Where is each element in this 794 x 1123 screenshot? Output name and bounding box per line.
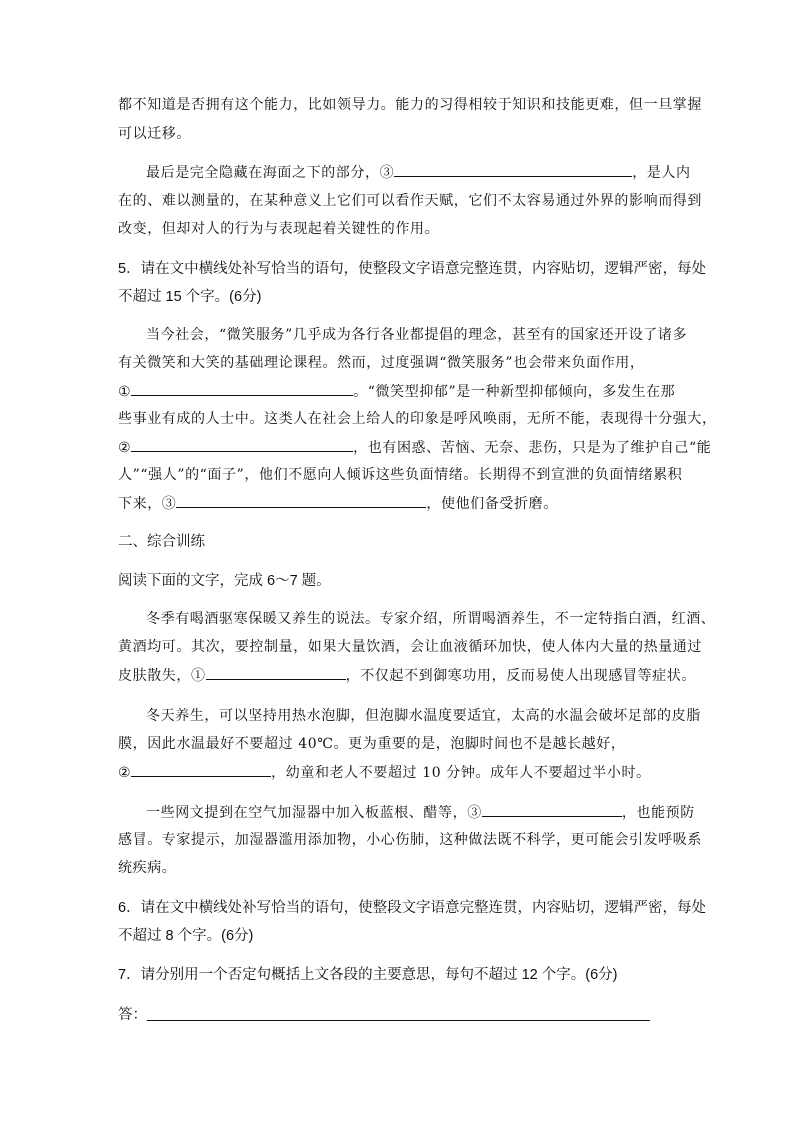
passage3-p2-line-3 [118,762,651,783]
question-6-line-2: 不超过 8 个字。(6分) [118,928,254,944]
answer-line[interactable] [147,1020,650,1021]
passage1-line-3-tail: ，是人内 [632,165,691,181]
passage3-p1-line-3-tail: ，不仅起不到御寒功用，反而易使人出现感冒等症状。 [345,668,697,684]
passage3-p1-line-1: 冬季有喝酒驱寒保暖又养生的说法。专家介绍，所谓喝酒养生，不一定特指白酒，红酒、 [146,611,716,627]
passage3-p3-line-3: 统疾病。 [118,860,177,876]
passage2-line-5-marker: ② [118,440,132,456]
passage2-line-7-text: 下来，③ [118,496,177,512]
passage1-line-3-text: 最后是完全隐藏在海面之下的部分，③ [146,165,395,181]
passage2-line-6: 人”“强人”的“面子”，他们不愿向人倾诉这些负面情绪。长期得不到宣泄的负面情绪累积 [118,467,683,483]
fill-blank-1[interactable] [131,381,353,396]
passage3-p2-line-1: 冬天养生，可以坚持用热水泡脚，但泡脚水温度要适宜，太高的水温会破坏足部的皮脂 [146,708,701,724]
passage1-line-5: 改变，但却对人的行为与表现起着关键性的作用。 [118,221,440,237]
passage3-p1-line-2: 黄酒均可。其次，要控制量，如果大量饮酒，会让血液循环加快，使人体内大量的热量通过 [118,639,702,655]
passage3-p1-line-3 [118,665,696,686]
fill-blank-3b[interactable] [176,493,426,508]
fill-blank-p3-1[interactable] [206,665,346,680]
passage2-line-4: 些事业有成的人士中。这类人在社会上给人的印象是呼风唤雨，无所不能，表现得十分强大， [118,411,717,427]
passage1-line-3 [146,162,691,183]
passage2-line-5 [118,437,711,458]
fill-blank-p3-3[interactable] [482,802,622,817]
question-5-line-2: 不超过 15 个字。(6分) [118,289,262,305]
passage3-p1-line-3-text: 皮肤散失，① [118,668,206,684]
passage1-line-1: 都不知道是否拥有这个能力，比如领导力。能力的习得相较于知识和技能更难，但一旦掌握 [118,97,702,113]
section-intro: 阅读下面的文字，完成 6～7 题。 [118,573,331,589]
fill-blank-2[interactable] [131,437,353,452]
question-6-line-1: 6．请在文中横线处补写恰当的语句，使整段文字语意完整连贯，内容贴切，逻辑严密，每处 [118,900,707,916]
passage2-line-7 [118,493,558,514]
passage2-line-3 [118,381,675,402]
passage1-line-2: 可以迁移。 [118,126,191,142]
passage3-p3-line-1-tail: ，也能预防 [621,805,695,821]
passage3-p2-line-3-tail: ，幼童和老人不要超过 10 分钟。成年人不要超过半小时。 [271,765,651,781]
passage2-line-1: 当今社会，“微笑服务”几乎成为各行各业都提倡的理念，甚至有的国家还开设了诸多 [146,327,688,343]
passage3-p3-line-1-text: 一些网文提到在空气加湿器中加入板蓝根、醋等，③ [146,805,482,821]
passage1-line-4: 在的、难以测量的，在某种意义上它们可以看作天赋，它们不太容易通过外界的影响而得到 [118,193,702,209]
fill-blank-3[interactable] [394,162,632,177]
passage3-p2-line-2: 膜，因此水温最好不要超过 40℃。更为重要的是，泡脚时间也不是越长越好， [118,736,626,752]
section-heading: 二、综合训练 [118,534,205,550]
passage3-p3-line-2: 感冒。专家提示，加湿器滥用添加物，小心伤肺，这种做法既不科学，更可能会引发呼吸系 [118,832,702,848]
fill-blank-p3-2[interactable] [131,762,271,777]
passage3-p3-line-1 [146,802,695,823]
question-5-line-1: 5．请在文中横线处补写恰当的语句，使整段文字语意完整连贯，内容贴切，逻辑严密，每处 [118,261,707,277]
passage2-line-3-tail: 。“微笑型抑郁”是一种新型抑郁倾向，多发生在那 [353,384,676,400]
question-7-line-1: 7．请分别用一个否定句概括上文各段的主要意思，每句不超过 12 个字。(6分) [118,967,618,983]
passage2-line-7-tail: ，使他们备受折磨。 [426,496,558,512]
answer-label: 答： [118,1007,147,1023]
passage2-line-3-marker: ① [118,384,132,400]
passage2-line-5-tail: ，也有困惑、苦恼、无奈、悲伤，只是为了维护自己“能 [353,440,712,456]
passage3-p2-line-3-marker: ② [118,765,132,781]
passage2-line-2: 有关微笑和大笑的基础理论课程。然而，过度强调“微笑服务”也会带来负面作用， [118,355,645,371]
